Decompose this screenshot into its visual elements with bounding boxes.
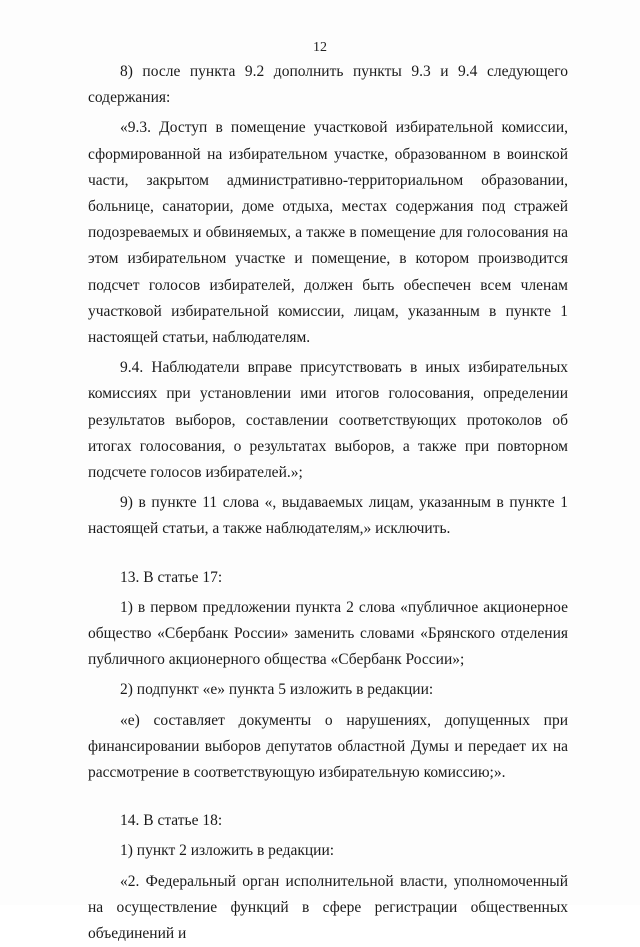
paragraph-point-2: «2. Федеральный орган исполнительной власти, уполномоченный на осуществление функций в сфере регистрации общественных объединений и xyxy=(88,872,568,943)
page-number: 12 xyxy=(313,40,327,55)
paragraph-item-9: 9) в пункте 11 слова «, выдаваемых лицам, указанным в пункте 1 настоящей статьи, а также наблюдателям,» исключить. xyxy=(88,494,568,538)
paragraph-article-17-item-1: 1) в первом предложении пункта 2 слова «публичное акционерное общество «Сбербанк России» заменить словами «Брянского отделения публичного акционерного общества «Сбербанк России»; xyxy=(88,598,568,669)
document-body xyxy=(88,59,568,947)
paragraph-point-9-3: «9.3. Доступ в помещение участковой избирательной комиссии, сформированной на избирательном участке, образованном в воинской части, закрытом административно-территориальном образовании, больнице, санатории, доме отдыха, местах содержания под стражей подозреваемых и обвиняемых, а также в помещение для голосования на этом избирательном участке и помещение, в котором производится подсчет голосов избирателей, должен быть обеспечен всем членам участковой избирательной комиссии, лицам, указанным в пункте 1 настоящей статьи, наблюдателям. xyxy=(88,119,568,347)
section-heading-article-17: 13. В статье 17: xyxy=(120,568,223,586)
paragraph-item-8: 8) после пункта 9.2 дополнить пункты 9.3 и 9.4 следующего содержания: xyxy=(88,63,568,107)
paragraph-article-17-item-2: 2) подпункт «е» пункта 5 изложить в редакции: xyxy=(120,681,434,699)
paragraph-article-18-item-1: 1) пункт 2 изложить в редакции: xyxy=(120,842,335,860)
paragraph-point-9-4: 9.4. Наблюдатели вправе присутствовать в иных избирательных комиссиях при установлении ими итогов голосования, определении результатов выборов, составлении соответствующих протоколов об итогах голосования, о результатах выборов, а также при повторном подсчете голосов избирателей.»; xyxy=(88,359,568,482)
paragraph-subitem-e: «е) составляет документы о нарушениях, допущенных при финансировании выборов депутатов областной Думы и передает их на рассмотрение в соответствующую избирательную комиссию;». xyxy=(88,711,568,782)
section-heading-article-18: 14. В статье 18: xyxy=(120,812,223,830)
